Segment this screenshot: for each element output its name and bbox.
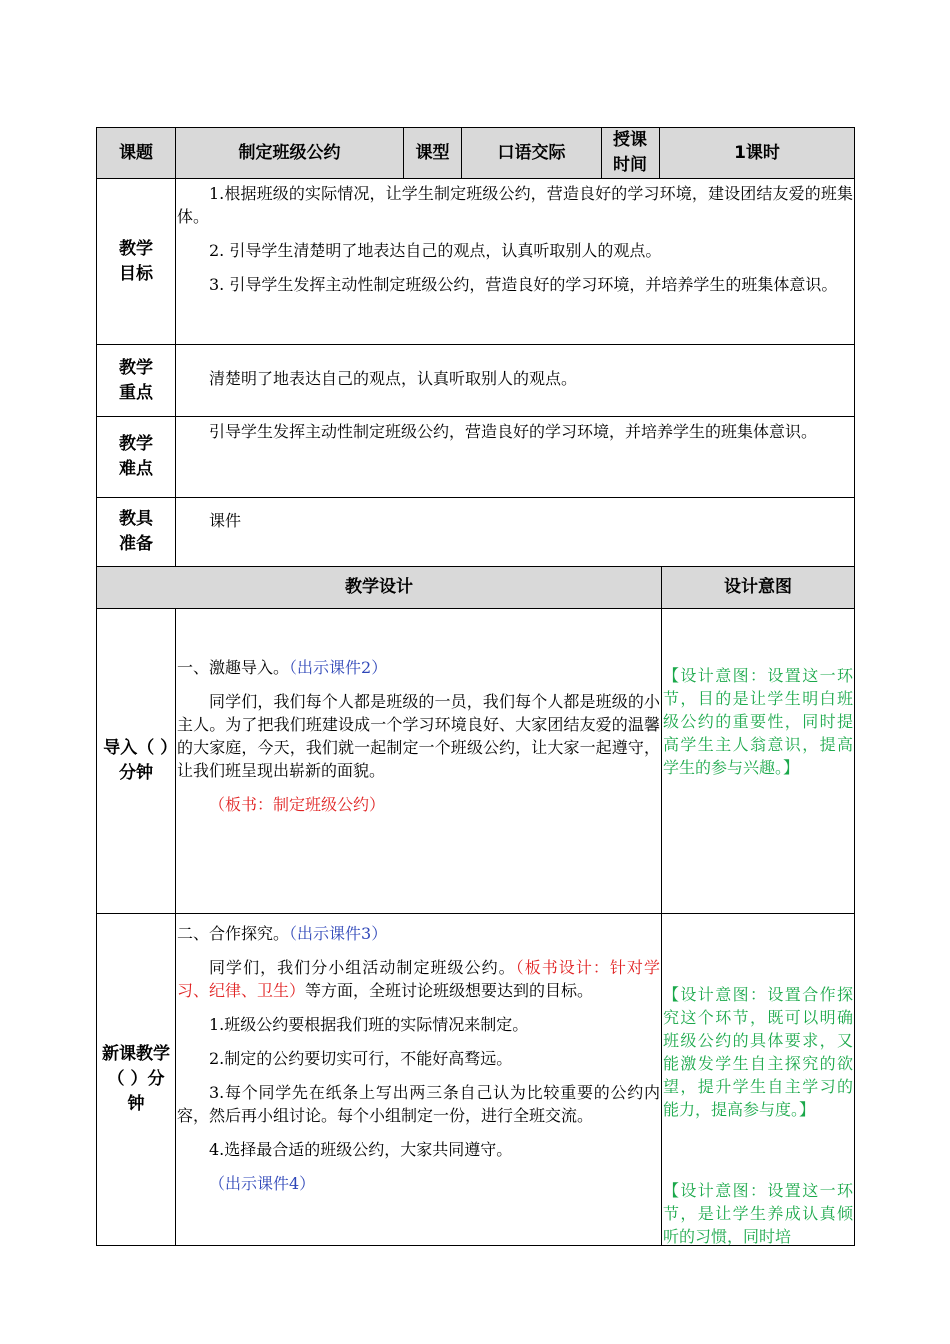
topic-label: 课题 — [119, 142, 153, 163]
goal-item: 3. 引导学生发挥主动性制定班级公约，营造良好的学习环境，并培养学生的班集体意识。 — [209, 275, 838, 294]
difficulties-text — [177, 420, 853, 454]
rule — [96, 497, 855, 498]
materials-label: 教具准备 — [119, 509, 153, 554]
rule — [96, 344, 855, 345]
new-lesson-intent-2: 【设计意图：设置这一环节，是让学生养成认真倾听的习惯，同时培 — [663, 1181, 853, 1245]
type-label: 课型 — [415, 142, 450, 163]
new-lesson-title-line — [177, 922, 660, 945]
key-points-content: 清楚明了地表达自己的观点，认真听取别人的观点。 — [209, 369, 578, 388]
rule — [661, 566, 662, 1246]
goal-item: 1.根据班级的实际情况，让学生制定班级公约，营造良好的学习环境，建设团结友爱的班集体。 — [177, 184, 853, 226]
new-lesson-para-a: 同学们，我们分小组活动制定班级公约。 — [209, 958, 516, 977]
intro-intent: 【设计意图：设置这一环节，目的是让学生明白班级公约的重要性，同时提高学生主人翁意识，提高学生的参与兴趣。】 — [663, 666, 853, 777]
new-lesson-courseware-1: （出示课件3） — [289, 924, 388, 943]
goals-text — [177, 182, 853, 307]
intro-title-line — [177, 656, 660, 679]
new-lesson-step: 3.每个同学先在纸条上写出两三条自己认为比较重要的公约内容，然后再小组讨论。每个小组制定一份，进行全班交流。 — [177, 1083, 660, 1125]
intent-header: 设计意图 — [724, 577, 792, 597]
rule — [175, 127, 176, 566]
intro-label: 导入（ ）分钟 — [103, 738, 169, 783]
key-points-text — [177, 367, 853, 401]
rule — [854, 127, 855, 1246]
goals-label: 教学目标 — [119, 238, 153, 284]
new-lesson-content — [177, 922, 660, 1206]
new-lesson-step: 4.选择最合适的班级公约，大家共同遵守。 — [209, 1140, 513, 1159]
rule — [96, 416, 855, 417]
new-lesson-intent-1: 【设计意图：设置合作探究这个环节，既可以明确班级公约的具体要求，又能激发学生自主探究的欲望，提升学生自主学习的能力，提高参与度。】 — [663, 985, 853, 1119]
rule — [96, 178, 855, 179]
key-points-label: 教学重点 — [119, 357, 153, 403]
design-header: 教学设计 — [345, 577, 413, 597]
intro-title: 一、激趣导入。 — [177, 658, 290, 677]
intro-courseware: （出示课件2） — [289, 658, 388, 677]
new-lesson-courseware-2: （出示课件4） — [209, 1174, 316, 1193]
difficulties-label: 教学难点 — [119, 434, 153, 479]
type-value: 口语交际 — [497, 142, 566, 163]
topic-value: 制定班级公约 — [238, 142, 341, 163]
time-label: 授课时间 — [613, 130, 647, 175]
rule — [175, 608, 176, 1246]
rule — [96, 1245, 855, 1246]
new-lesson-label: 新课教学（ ）分钟 — [102, 1044, 170, 1114]
materials-content: 课件 — [209, 511, 242, 530]
intro-content — [177, 656, 660, 827]
intro-board: （板书：制定班级公约） — [209, 795, 386, 814]
rule — [96, 127, 97, 1246]
new-lesson-paragraph — [177, 956, 660, 1002]
new-lesson-title: 二、合作探究。 — [177, 924, 290, 943]
goal-item: 2. 引导学生清楚明了地表达自己的观点，认真听取别人的观点。 — [209, 241, 662, 260]
rule — [96, 608, 855, 609]
difficulties-content: 引导学生发挥主动性制定班级公约，营造良好的学习环境，并培养学生的班集体意识。 — [209, 422, 818, 441]
materials-text — [177, 509, 853, 543]
new-lesson-step: 2.制定的公约要切实可行，不能好高骛远。 — [209, 1049, 513, 1068]
hours-value: 1课时 — [734, 142, 780, 163]
rule — [601, 127, 602, 179]
new-lesson-board: （板书设计：针对学习、纪律、卫生） — [177, 958, 660, 1000]
new-lesson-para-b: 等方面，全班讨论班级想要达到的目标。 — [305, 981, 594, 1000]
intro-paragraph: 同学们，我们每个人都是班级的一员，我们每个人都是班级的小主人。为了把我们班建设成一个学习环境良好、大家团结友爱的温馨的大家庭，今天，我们就一起制定一个班级公约，让大家一起遵守，让我们班呈现出崭新的面貌。 — [177, 692, 660, 780]
rule — [96, 913, 855, 914]
new-lesson-step: 1.班级公约要根据我们班的实际情况来制定。 — [209, 1015, 529, 1034]
